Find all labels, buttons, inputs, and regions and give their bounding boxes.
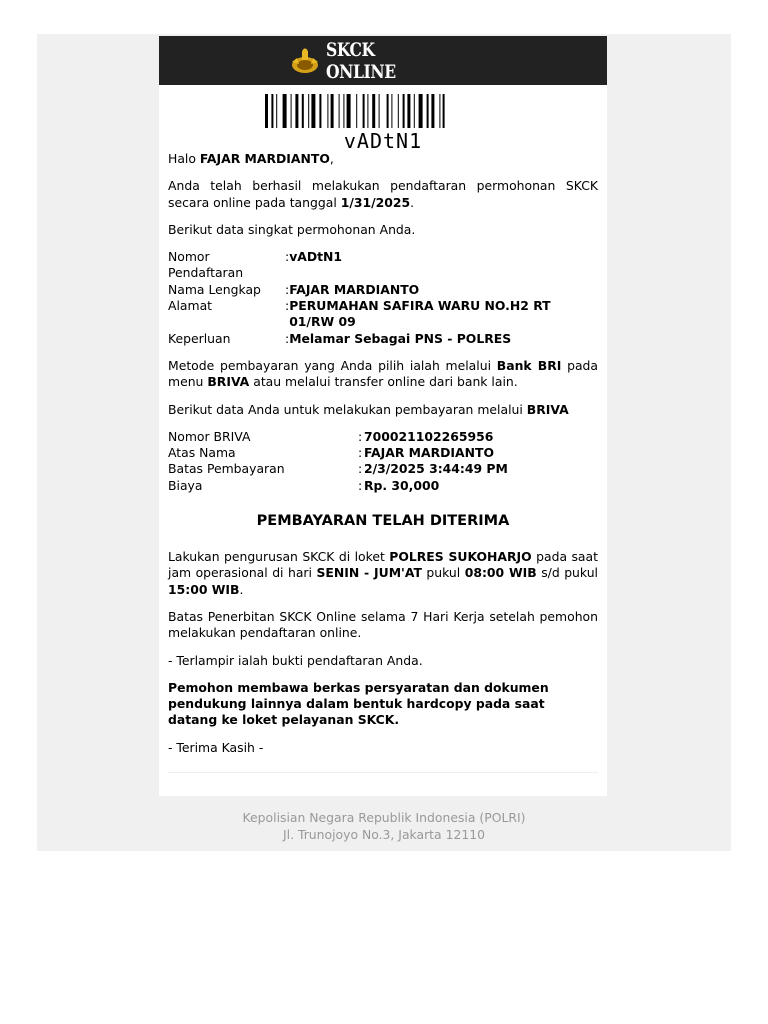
barcode-bar	[407, 94, 410, 128]
table-row: Nomor Pendaftaran : vADtN1	[168, 249, 559, 282]
row-value: FAJAR MARDIANTO	[289, 281, 420, 297]
barcode-bar	[367, 94, 368, 128]
briva-intro: Berikut data Anda untuk melakukan pembayaran melalui BRIVA	[168, 401, 569, 417]
barcode-bar	[443, 94, 445, 128]
barcode-bar	[276, 94, 277, 128]
row-label: Biaya	[168, 477, 203, 493]
footer	[37, 809, 731, 843]
table-row: Batas Pembayaran : 2/3/2025 3:44:49 PM	[168, 461, 508, 477]
footer-address: Jl. Trunojoyo No.3, Jakarta 12110	[282, 827, 485, 842]
row-value: PERUMAHAN SAFIRA WARU NO.H2 RT 01/RW 09	[289, 298, 551, 330]
row-value: vADtN1	[289, 249, 343, 265]
footer-org: Kepolisian Negara Republik Indonesia (POLRI)	[242, 810, 526, 825]
barcode-bar	[265, 94, 268, 128]
barcode-bar	[343, 94, 344, 128]
table-row: Nama Lengkap : FAJAR MARDIANTO	[168, 282, 559, 298]
greeting: Halo FAJAR MARDIANTO,	[168, 151, 334, 166]
barcode-bar	[331, 94, 334, 128]
logo-text: SKCK ONLINE	[326, 38, 396, 83]
barcode-bar	[295, 94, 298, 128]
registration-date: 1/31/2025	[340, 194, 411, 210]
row-value: FAJAR MARDIANTO	[364, 445, 494, 461]
table-row: Biaya : Rp. 30,000	[168, 478, 508, 494]
intro-text: Anda telah berhasil melakukan pendaftaran permohonan SKCK secara online pada tanggal 1/31/2025.	[168, 178, 598, 210]
email-body	[168, 151, 598, 773]
barcode-bar	[431, 94, 434, 128]
email-card	[159, 36, 607, 796]
header-bar	[159, 36, 607, 85]
summary-intro: Berikut data singkat permohonan Anda.	[168, 221, 416, 237]
row-value: 700021102265956	[364, 428, 494, 444]
barcode-bar	[347, 94, 351, 128]
payment-status-heading: PEMBAYARAN TELAH DITERIMA	[256, 513, 510, 530]
barcode-bar	[363, 94, 365, 128]
row-value: Melamar Sebagai PNS - POLRES	[289, 330, 512, 346]
divider	[168, 772, 598, 773]
briva-table	[168, 429, 508, 494]
barcode-bar	[379, 94, 380, 128]
registration-barcode	[265, 94, 501, 128]
barcode-bar	[319, 94, 321, 128]
row-value: Rp. 30,000	[364, 477, 440, 493]
row-label: Batas Pembayaran	[168, 461, 285, 477]
email-background	[37, 34, 731, 851]
row-label: Nomor Pendaftaran	[168, 249, 244, 281]
barcode-bar	[356, 94, 357, 128]
barcode-bar	[403, 94, 405, 128]
barcode-bar	[339, 94, 340, 128]
instruction-text: Lakukan pengurusan SKCK di loket POLRES SUKOHARJO pada saat jam operasional di hari SENIN - JUM'AT pukul 08:00 WIB s/d pukul 15:00 WIB.	[168, 549, 598, 597]
barcode-bar	[372, 94, 375, 128]
barcode-bar	[414, 94, 415, 128]
row-label: Nama Lengkap	[168, 281, 261, 297]
deadline-note: Batas Penerbitan SKCK Online selama 7 Hari Kerja setelah pemohon melakukan pendaftaran online.	[168, 608, 598, 641]
barcode-bar	[283, 94, 287, 128]
row-label: Alamat	[168, 298, 213, 314]
barcode-bar	[308, 94, 309, 128]
registration-table	[168, 249, 559, 347]
barcode-bar	[391, 94, 392, 128]
barcode-bar	[387, 94, 389, 128]
row-label: Atas Nama	[168, 445, 236, 461]
attachment-note: - Terlampir ialah bukti pendaftaran Anda.	[168, 652, 423, 668]
table-row: Keperluan : Melamar Sebagai PNS - POLRES	[168, 331, 559, 347]
payment-method-text: Metode pembayaran yang Anda pilih ialah melalui Bank BRI pada menu BRIVA atau melalui transfer online dari bank lain.	[168, 357, 598, 390]
barcode-bar	[427, 94, 429, 128]
table-row: Nomor BRIVA : 700021102265956	[168, 429, 508, 445]
barcode-bar	[439, 94, 440, 128]
row-label: Nomor BRIVA	[168, 428, 251, 444]
table-row: Alamat : PERUMAHAN SAFIRA WARU NO.H2 RT 01/RW 09	[168, 298, 559, 331]
applicant-name: FAJAR MARDIANTO	[199, 151, 330, 166]
barcode-bar	[302, 94, 304, 128]
table-row: Atas Nama : FAJAR MARDIANTO	[168, 445, 508, 461]
barcode-bar	[327, 94, 328, 128]
barcode-bar	[271, 94, 273, 128]
barcode-bar	[311, 94, 315, 128]
polri-emblem-icon	[290, 48, 320, 74]
row-value: 2/3/2025 3:44:49 PM	[364, 461, 508, 477]
bring-documents-note: Pemohon membawa berkas persyaratan dan dokumen pendukung lainnya dalam bentuk hardcopy pada saat datang ke loket pelayanan SKCK.	[168, 679, 549, 728]
barcode-bar	[398, 94, 399, 128]
barcode-bar	[419, 94, 423, 128]
barcode-code: vADtN1	[343, 129, 423, 153]
row-label: Keperluan	[168, 330, 231, 346]
barcode-bar	[291, 94, 292, 128]
thanks-text: - Terima Kasih -	[168, 739, 264, 755]
